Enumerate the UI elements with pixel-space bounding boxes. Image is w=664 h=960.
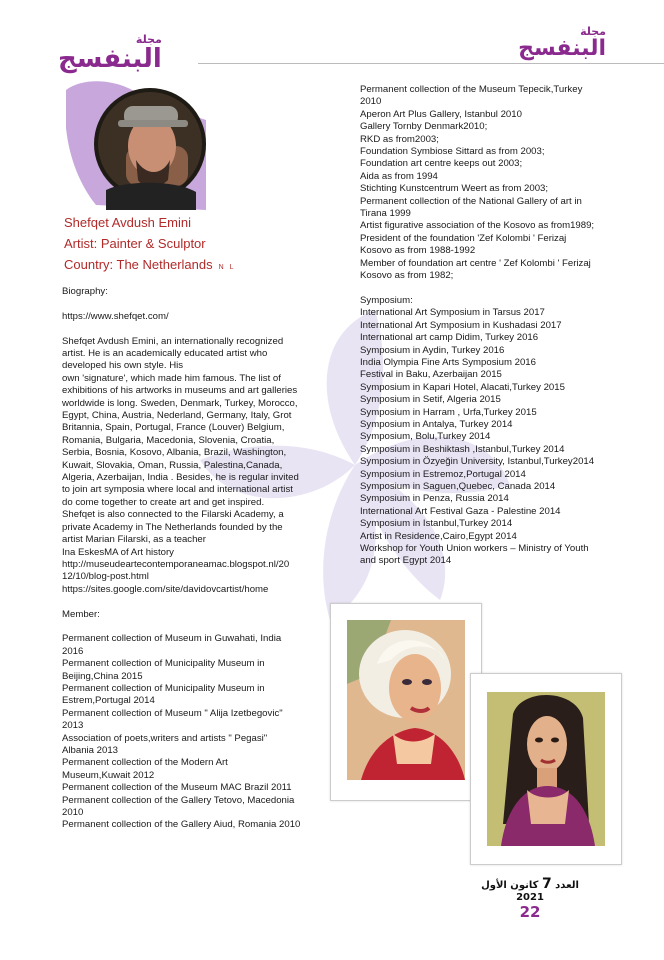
biography-line: Permanent collection of Municipality Museum in	[62, 682, 265, 694]
exhibition-line: Kosovo as from 1988-1992	[360, 245, 476, 257]
painting-dark-haired-woman	[470, 673, 622, 865]
biography-line: Serbia, Bosnia, Kosovo, Albania, Brazil, Washington,	[62, 447, 287, 459]
exhibition-line: Kosovo as from 1982;	[360, 270, 454, 282]
biography-line: Ina EskesMA of Art history	[62, 546, 174, 558]
biography-line: Permanent collection of Museum in Guwahati, India	[62, 633, 282, 645]
exhibition-line: RKD as from2003;	[360, 133, 439, 145]
exhibition-line: Symposium in Özyeğin University, Istanbul,Turkey2014	[360, 456, 595, 468]
biography-line: Member:	[62, 608, 100, 620]
biography-line: Romania, Bulgaria, Macedonia, Slovenia, Croatia,	[62, 434, 275, 446]
biography-line: http://museudeartecontemporaneamac.blogspot.nl/20	[62, 558, 290, 570]
exhibition-line: International Art Festival Gaza - Palestine 2014	[360, 505, 561, 517]
biography-line: https://www.shefqet.com/	[62, 310, 169, 322]
artist-photo	[66, 80, 206, 210]
biography-line: 12/10/blog-post.html	[62, 571, 149, 583]
exhibition-line: Foundation art centre keeps out 2003;	[360, 158, 523, 170]
issue-month: كانون الأول	[481, 880, 539, 891]
exhibition-line: Permanent collection of the Museum Tepecik,Turkey	[360, 84, 583, 95]
artist-country	[64, 257, 236, 272]
exhibition-line: International Art Symposium in Kushadasi 2017	[360, 319, 562, 331]
exhibition-line: Symposium in Antalya, Turkey 2014	[360, 418, 513, 430]
biography-line: do come together to create art and get inspired.	[62, 496, 265, 508]
biography-line: Biography:	[62, 286, 108, 297]
biography-line: 2016	[62, 645, 84, 657]
issue-number: 7	[541, 876, 552, 892]
exhibition-line: Aida as from 1994	[360, 170, 438, 182]
exhibition-line: Artist figurative association of the Kosovo as from1989;	[360, 220, 595, 232]
exhibition-line: Symposium in Istanbul,Turkey 2014	[360, 518, 513, 530]
biography-line	[62, 621, 324, 633]
biography-line: Permanent collection of Municipality Museum in	[62, 658, 265, 670]
exhibition-line: Symposium in Penza, Russia 2014	[360, 493, 509, 505]
exhibitions-column	[360, 84, 622, 568]
biography-line: Egypt, China, Austria, Nederland, Germany, Italy, Grot	[62, 410, 292, 422]
biography-line: 2010	[62, 807, 84, 818]
biography-line: Permanent collection of the Museum MAC Brazil 2011	[62, 782, 292, 794]
artist-name: Shefqet Avdush Emini	[64, 215, 191, 230]
biography-line: Britannia, Spain, Portugal, France (Louver) Belgium,	[62, 422, 285, 434]
exhibition-line: President of the foundation 'Zef Kolombi ' Ferizaj	[360, 232, 567, 244]
logo-title-text: البنفسج	[58, 44, 162, 74]
biography-line: 2013	[62, 720, 84, 732]
magazine-logo-right	[518, 26, 606, 61]
biography-line: Permanent collection of Museum " Alija Izetbegovic"	[62, 707, 283, 719]
exhibition-line: Symposium in Saguen,Quebec, Canada 2014	[360, 480, 556, 492]
biography-line: Algeria, Azerbaijan, India . Besides, he is regular invited	[62, 472, 299, 484]
biography-line: Shefqet Avdush Emini, an internationally recognized	[62, 335, 284, 347]
exhibition-line: and sport Egypt 2014	[360, 555, 452, 567]
exhibition-line: Workshop for Youth Union workers – Ministry of Youth	[360, 543, 589, 555]
exhibition-line: Symposium in Estremoz,Portugal 2014	[360, 468, 526, 480]
biography-line: Permanent collection of the Gallery Tetovo, Macedonia	[62, 794, 295, 806]
biography-line: worldwide is long. Sweden, Denmark, Turkey, Morocco,	[62, 397, 298, 409]
biography-line: to join art symposia where local and international artist	[62, 484, 293, 496]
biography-line	[62, 596, 324, 608]
exhibition-line: International art camp Didim, Turkey 2016	[360, 332, 539, 344]
exhibition-line: Symposium:	[360, 294, 413, 306]
exhibition-line: Stichting Kunstcentrum Weert as from 2003;	[360, 183, 549, 195]
biography-line	[62, 298, 324, 310]
exhibition-line: Symposium in Aydin, Turkey 2016	[360, 344, 505, 356]
issue-label: العدد	[555, 880, 579, 891]
biography-line: Beijing,China 2015	[62, 670, 143, 682]
biography-line: Estrem,Portugal 2014	[62, 695, 155, 707]
biography-line: exhibitions of his artworks in museums and art galleries	[62, 385, 298, 397]
issue-line	[470, 876, 590, 892]
biography-line	[62, 323, 324, 335]
biography-line: https://sites.google.com/site/davidovcartist/home	[62, 583, 269, 595]
logo-small-text: مجلة	[135, 33, 162, 46]
exhibition-line: Symposium in Setif, Algeria 2015	[360, 394, 501, 406]
exhibition-line: Artist in Residence,Cairo,Egypt 2014	[360, 530, 517, 542]
biography-line: Permanent collection of the Modern Art	[62, 757, 228, 769]
header-rule	[198, 63, 664, 64]
exhibition-line: Symposium in Beshiktash ,Istanbul,Turkey 2014	[360, 443, 565, 455]
biography-line: artist. He is an academically educated artist who	[62, 348, 268, 359]
page-footer	[470, 876, 590, 921]
exhibition-line: Gallery Tornby Denmark2010;	[360, 121, 488, 133]
exhibition-line: India Olympia Fine Arts Symposium 2016	[360, 356, 536, 368]
biography-line: Permanent collection of the Gallery Aiud, Romania 2010	[62, 819, 301, 831]
biography-line: Shefqet is also connected to the Filarski Academy, a	[62, 509, 284, 521]
artist-country-text: Country: The Netherlands	[64, 257, 213, 272]
exhibition-line: International Art Symposium in Tarsus 2017	[360, 307, 545, 319]
exhibition-line: 2010	[360, 96, 382, 108]
issue-year: 2021	[516, 892, 544, 903]
biography-line: own 'signature', which made him famous. The list of	[62, 372, 281, 384]
exhibition-line: Foundation Symbiose Sittard as from 2003;	[360, 146, 545, 158]
biography-line: Kuwait, Slovakia, Oman, Russia, Palestina,Canada,	[62, 459, 283, 471]
biography-line: artist Marian Filarski, as a teacher	[62, 534, 206, 546]
biography-column	[62, 286, 324, 832]
page-number: 22	[519, 903, 541, 921]
exhibition-line: Member of foundation art centre ' Zef Kolombi ' Ferizaj	[360, 257, 591, 269]
biography-line: Albania 2013	[62, 744, 119, 756]
exhibition-line	[360, 283, 622, 295]
country-code: N L	[218, 264, 236, 271]
biography-line: developed his own style. His	[62, 360, 184, 372]
logo-title-text: البنفسج	[518, 36, 606, 61]
exhibition-line: Festival in Baku, Azerbaijan 2015	[360, 369, 502, 381]
biography-line: Museum,Kuwait 2012	[62, 769, 155, 781]
biography-line: private Academy in The Netherlands founded by the	[62, 521, 283, 533]
exhibition-line: Symposium, Bolu,Turkey 2014	[360, 431, 491, 443]
exhibition-line: Symposium in Harram , Urfa,Turkey 2015	[360, 406, 537, 418]
artist-info	[64, 215, 236, 278]
exhibition-line: Symposium in Kapari Hotel, Alacati,Turkey 2015	[360, 381, 565, 393]
artist-role: Artist: Painter & Sculptor	[64, 236, 206, 251]
magazine-logo-left	[58, 34, 162, 73]
exhibition-line: Aperon Art Plus Gallery, Istanbul 2010	[360, 108, 522, 120]
biography-line: Association of poets,writers and artists " Pegasi"	[62, 732, 268, 744]
logo-small-text: مجلة	[580, 25, 606, 38]
painting-blonde-woman	[330, 603, 482, 801]
exhibition-line: Tirana 1999	[360, 208, 411, 220]
exhibition-line: Permanent collection of the National Gallery of art in	[360, 195, 582, 207]
